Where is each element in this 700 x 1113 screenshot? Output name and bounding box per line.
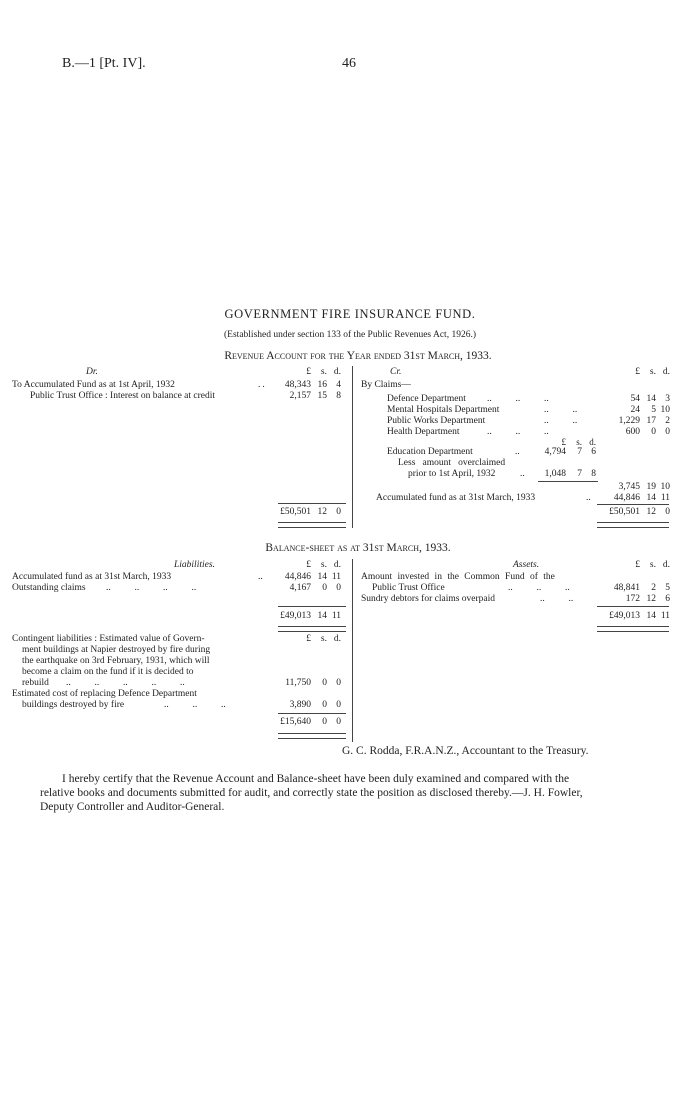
contingent-line: Contingent liabilities : Estimated value of Govern- <box>12 634 205 644</box>
right-total: £50,501 12 0 <box>609 507 670 517</box>
leader-dots: .. .. .. .. .. <box>66 678 185 688</box>
page-ref: B.—1 [Pt. IV]. <box>62 56 146 71</box>
contingent-line: become a claim on the fund if it is decided to <box>22 667 194 677</box>
claims-total: 3,745 19 10 <box>618 482 670 492</box>
claim-label: Health Department <box>387 427 460 437</box>
contingent-line: the earthquake on 3rd February, 1931, which will <box>22 656 210 666</box>
contingent-line: ment buildings at Napier destroyed by fire during <box>22 645 211 655</box>
contingent-line: rebuild <box>22 678 49 688</box>
right-col-header: £ s. d. <box>635 367 670 377</box>
double-rule <box>278 522 346 528</box>
cr-label: Cr. <box>390 367 402 377</box>
defence-line: Estimated cost of replacing Defence Department <box>12 689 197 699</box>
outstanding-claims-label: Outstanding claims <box>12 583 86 593</box>
education-label: Education Department <box>387 447 473 457</box>
contingent-amount: 11,750 0 0 <box>285 678 341 688</box>
double-rule <box>597 522 669 528</box>
dr-label: Dr. <box>86 367 98 377</box>
total-rule <box>597 504 669 505</box>
total-rule <box>278 606 346 607</box>
double-rule <box>278 733 346 739</box>
balance-heading: Balance-sheet as at 31st March, 1933. <box>265 542 451 554</box>
asset-invested-amount: 48,841 2 5 <box>613 583 670 593</box>
subtotal-rule <box>538 481 598 482</box>
accumulated-fund-closing-label: Accumulated fund as at 31st March, 1933 <box>376 493 536 503</box>
leader-dots: .. .. <box>544 405 578 415</box>
total-rule <box>278 713 346 714</box>
leader-dots: .. .. .. <box>164 700 226 710</box>
leader-dots: .. .. .. <box>508 583 570 593</box>
document-title: GOVERNMENT FIRE INSURANCE FUND. <box>224 307 476 321</box>
double-rule <box>597 626 669 632</box>
signature: G. C. Rodda, F.R.A.N.Z., Accountant to the Treasury. <box>342 745 589 757</box>
certificate-line-2: relative books and documents submitted for audit, and correctly state the position as disclosed thereby.—J. H. Fowler, <box>40 787 583 799</box>
accumulated-fund-closing-amount: 44,846 14 11 <box>613 493 670 503</box>
certificate-line-1: I hereby certify that the Revenue Account and Balance-sheet have been duly examined and compared with the <box>62 773 570 785</box>
less-overclaimed-line1: Less amount overclaimed <box>398 458 506 468</box>
left-total: £49,013 14 11 <box>280 611 341 621</box>
education-amount: 4,794 7 6 <box>544 447 596 457</box>
right-col-header: £ s. d. <box>635 560 670 570</box>
certificate-line-3: Deputy Controller and Auditor-General. <box>40 801 225 813</box>
leader-dots: .. .. .. <box>487 394 549 404</box>
defence-amount: 3,890 0 0 <box>289 700 341 710</box>
total-rule <box>597 606 669 607</box>
leader-dots: .. .. <box>544 416 578 426</box>
right-total: £49,013 14 11 <box>609 611 670 621</box>
leader-dots: .. <box>515 447 520 457</box>
asset-invested-line2: Public Trust Office <box>372 583 445 593</box>
claim-label: Defence Department <box>387 394 466 404</box>
claim-amount: 24 5 10 <box>630 405 670 415</box>
sundry-debtors-label: Sundry debtors for claims overpaid <box>361 594 496 604</box>
interest-label: Public Trust Office : Interest on balance at credit <box>30 391 216 401</box>
left-total: £50,501 12 0 <box>280 507 341 517</box>
revenue-heading: Revenue Account for the Year ended 31st March, 1933. <box>224 350 492 362</box>
education-sub-header: £ s. d. <box>561 437 596 447</box>
less-overclaimed-amount: 1,048 7 8 <box>544 469 596 479</box>
column-divider <box>352 559 353 742</box>
double-rule <box>278 626 346 632</box>
interest-amount: 2,157 15 8 <box>289 391 341 401</box>
liabilities-label: Liabilities. <box>174 560 215 570</box>
claim-amount: 600 0 0 <box>625 427 670 437</box>
document-subtitle: (Established under section 133 of the Public Revenues Act, 1926.) <box>224 330 476 340</box>
claim-amount: 54 14 3 <box>630 394 670 404</box>
accumulated-fund-opening-label: To Accumulated Fund as at 1st April, 1932 <box>12 380 175 390</box>
column-divider <box>352 366 353 528</box>
claim-label: Public Works Department <box>387 416 486 426</box>
leader-dots: .. .. <box>540 594 574 604</box>
less-overclaimed-line2: prior to 1st April, 1932 <box>408 469 496 479</box>
total-rule <box>278 503 346 504</box>
claim-amount: 1,229 17 2 <box>618 416 670 426</box>
leader-dots: .. .. .. .. <box>106 583 197 593</box>
asset-invested-line1: Amount invested in the Common Fund of the <box>361 572 555 582</box>
page-number: 46 <box>342 56 356 71</box>
accumulated-fund-opening-amount: 48,343 16 4 <box>284 380 341 390</box>
outstanding-claims-amount: 4,167 0 0 <box>289 583 341 593</box>
left-col-header: £ s. d. <box>306 367 341 377</box>
accumulated-fund-label: Accumulated fund as at 31st March, 1933 <box>12 572 172 582</box>
leader-dots: .. <box>586 493 591 503</box>
left-col-header: £ s. d. <box>306 560 341 570</box>
assets-label: Assets. <box>513 560 540 570</box>
claim-label: Mental Hospitals Department <box>387 405 500 415</box>
leader-dots: .. <box>520 469 525 479</box>
leader-dots: .. .. .. <box>487 427 549 437</box>
accumulated-fund-amount: 44,846 14 11 <box>284 572 341 582</box>
leader-dots: .. <box>258 380 267 390</box>
contingent-col-header: £ s. d. <box>306 634 341 644</box>
contingent-total: £15,640 0 0 <box>280 717 341 727</box>
sundry-debtors-amount: 172 12 6 <box>625 594 670 604</box>
by-claims-label: By Claims— <box>361 380 411 390</box>
defence-line: buildings destroyed by fire <box>22 700 125 710</box>
leader-dots: .. <box>258 572 263 582</box>
